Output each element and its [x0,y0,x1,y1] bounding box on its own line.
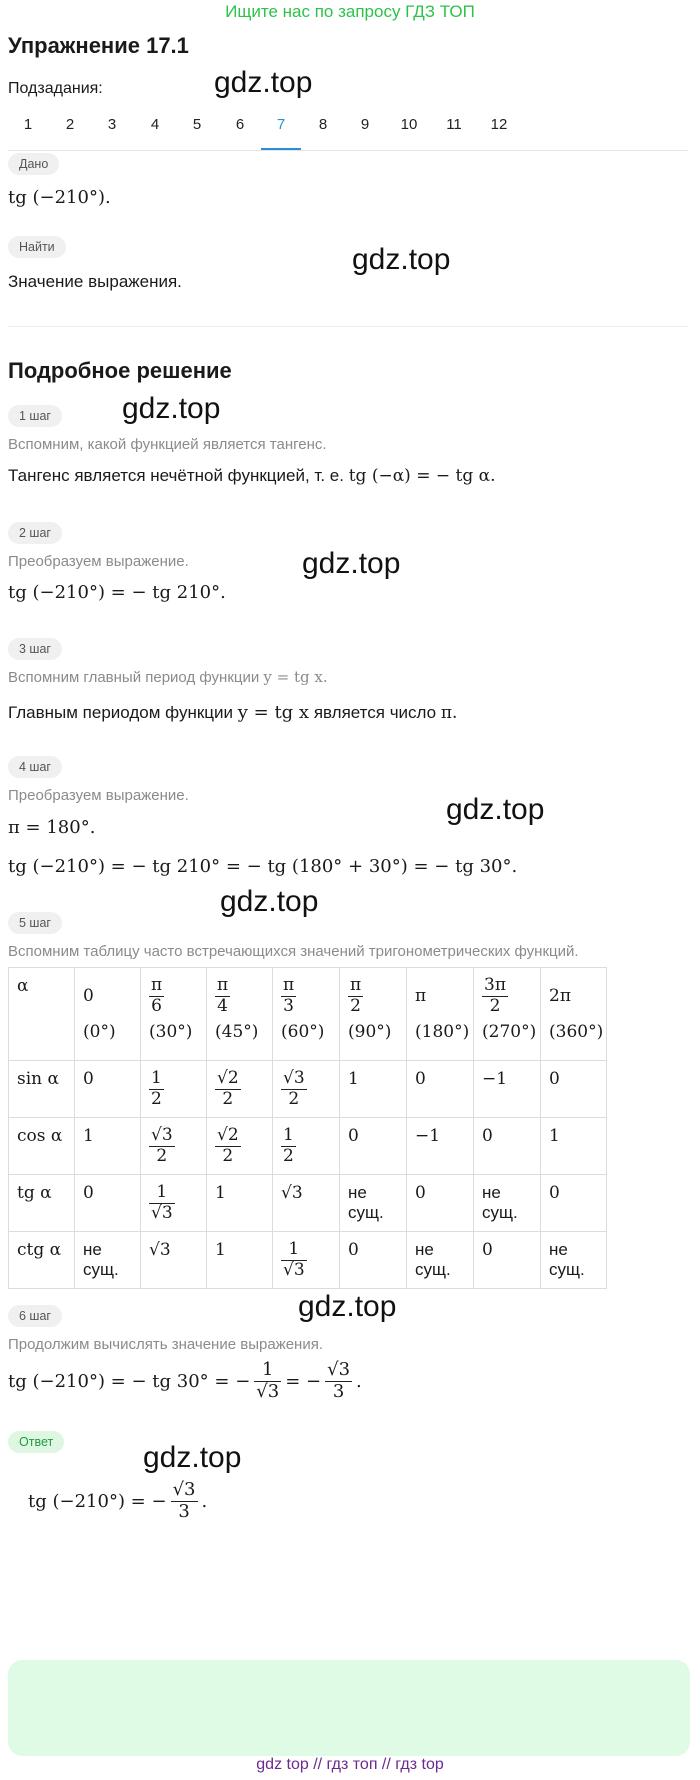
denominator: 2 [489,995,501,1016]
numerator: √2 [217,1068,239,1088]
table-cell: 0 [75,1061,141,1118]
solution-title: Подробное решение [8,358,232,383]
numerator: 3π [484,975,506,995]
fraction [281,1240,307,1280]
search-us-link[interactable]: Ищите нас по запросу ГДЗ ТОП [225,2,475,21]
step-hint: Преобразуем выражение. [8,553,189,570]
answer-formula [28,1480,207,1522]
table-cell: 0 [75,1175,141,1232]
denominator: √3 [283,1259,305,1280]
step-badge: 4 шаг [8,756,62,778]
header-angle: 0 [83,986,94,1006]
table-cell: 0 [541,1175,607,1232]
table-header-cell [340,968,407,1061]
find-text: Значение выражения. [8,272,182,291]
table-cell: 0 [474,1118,541,1175]
tab-12[interactable]: 12 [490,116,508,133]
tab-8[interactable]: 8 [318,116,328,133]
formula-period: . [356,1370,362,1392]
tab-3[interactable]: 3 [107,116,117,133]
fraction [149,1126,175,1166]
step-hint-formula: y = tg x. [263,668,328,686]
denominator: 6 [151,995,162,1016]
fraction [171,1480,198,1522]
table-cell [207,1118,273,1175]
fraction [348,976,363,1016]
fraction [325,1360,352,1402]
step-formula: tg (−210°) = − tg 210° = − tg (180° + 30°) = − tg 30°. [8,856,518,877]
numerator: √3 [327,1359,351,1380]
step-text [8,466,496,486]
watermark: gdz.top [220,885,319,918]
denominator: 2 [151,1088,162,1109]
numerator: 1 [254,1360,281,1382]
trig-table-wrapper [8,967,607,1289]
table-cell [273,1232,340,1289]
numerator: π [151,975,163,995]
table-cell: −1 [474,1061,541,1118]
table-header-row [9,968,607,1061]
table-row [9,1061,607,1118]
table-row [9,1118,607,1175]
step-formula: tg (−210°) = − tg 210°. [8,582,226,603]
table-cell: √3 [141,1232,207,1289]
table-cell: не сущ. [474,1175,541,1232]
watermark: gdz.top [298,1290,397,1323]
denominator: √3 [151,1202,173,1223]
table-cell: 0 [407,1175,474,1232]
step-hint: Преобразуем выражение. [8,787,189,804]
formula-part: tg (−210°) = − tg 30° = − [8,1370,251,1392]
step-text-part: Тангенс является нечётной функцией, т. е. [8,466,344,485]
watermark: gdz.top [446,793,545,826]
denominator: 2 [156,1145,168,1166]
step-hint: Вспомним, какой функцией является тангенс. [8,436,327,453]
step-hint-part: Вспомним главный период функции [8,669,260,686]
header-degrees: (180°) [415,1022,470,1042]
watermark: gdz.top [352,243,451,276]
fraction [215,1069,241,1109]
denominator: 2 [222,1088,234,1109]
step-badge: 6 шаг [8,1305,62,1327]
step-hint: Продолжим вычислять значение выражения. [8,1336,323,1353]
header-degrees: (90°) [348,1022,392,1043]
page-title: Упражнение 17.1 [8,33,189,58]
fraction [281,976,296,1016]
watermark: gdz.top [302,547,401,580]
tab-7[interactable]: 7 [261,104,301,150]
table-row [9,1175,607,1232]
row-label: sin α [9,1061,75,1118]
fraction [149,976,164,1016]
fraction [254,1360,281,1402]
numerator: √3 [151,1125,173,1146]
table-header-cell [474,968,541,1061]
table-cell: √3 [273,1175,340,1232]
answer-box [8,1660,690,1756]
numerator: 1 [149,1183,175,1204]
table-cell: 0 [541,1061,607,1118]
denominator: 2 [222,1145,234,1166]
step-formula [8,1360,362,1402]
fraction [281,1126,296,1166]
table-cell: 1 [207,1232,273,1289]
table-cell: 1 [340,1061,407,1118]
table-header-alpha: α [9,968,75,1061]
table-cell: 0 [474,1232,541,1289]
step-formula: y = tg x [237,702,310,723]
tab-4[interactable]: 4 [150,116,160,133]
table-header-cell [541,968,607,1061]
header-degrees: (60°) [281,1022,325,1043]
watermark: gdz.top [143,1441,242,1474]
step-formula: π = 180°. [8,817,96,838]
tab-6[interactable]: 6 [235,116,245,133]
table-cell: не сущ. [75,1232,141,1289]
watermark: gdz.top [214,66,313,99]
table-row [9,1232,607,1289]
denominator: 2 [350,995,361,1016]
denominator: 3 [178,1500,190,1522]
table-header-cell [407,968,474,1061]
header-degrees: (30°) [149,1022,193,1043]
numerator: √2 [217,1125,239,1146]
watermark: gdz.top [122,392,221,425]
table-cell [273,1061,340,1118]
fraction [149,1183,175,1223]
denominator: 4 [217,995,228,1016]
table-cell: не сущ. [407,1232,474,1289]
denominator: 2 [283,1145,294,1166]
fraction [482,976,508,1016]
numerator: π [350,975,362,995]
table-header-cell [207,968,273,1061]
step-badge: 5 шаг [8,912,62,934]
step-text-part: является число [313,703,437,722]
numerator: π [217,975,229,995]
header-degrees: (0°) [83,1022,116,1042]
answer-badge: Ответ [8,1431,64,1453]
numerator: √3 [283,1068,305,1088]
trig-values-table [8,967,607,1289]
tab-5[interactable]: 5 [192,116,202,133]
footer-links[interactable]: gdz top // гдз топ // гдз top [256,1756,444,1773]
row-label: ctg α [9,1232,75,1289]
tab-2[interactable]: 2 [65,116,75,133]
denominator: 3 [332,1380,345,1402]
table-header-cell [75,968,141,1061]
tab-10[interactable]: 10 [400,116,418,133]
table-cell [273,1118,340,1175]
step-badge: 2 шаг [8,522,62,544]
table-cell: не сущ. [340,1175,407,1232]
numerator: √3 [172,1479,196,1500]
given-expression: tg (−210°). [8,187,111,208]
row-label: cos α [9,1118,75,1175]
step-hint [8,668,328,686]
fraction [215,1126,241,1166]
denominator: √3 [256,1380,280,1402]
table-header-cell [273,968,340,1061]
formula-part: = − [285,1370,322,1392]
numerator: 1 [283,1125,294,1146]
step-text [8,702,457,723]
find-badge: Найти [8,236,66,258]
header-angle: π [415,986,427,1006]
table-cell: 0 [340,1232,407,1289]
subtask-tabs [8,104,688,151]
table-cell: не сущ. [541,1232,607,1289]
table-cell: 0 [340,1118,407,1175]
table-cell [207,1061,273,1118]
divider [8,326,688,327]
denominator: 3 [283,995,294,1016]
table-cell [141,1118,207,1175]
tab-11[interactable]: 11 [446,116,462,133]
table-header-cell [141,968,207,1061]
table-cell: 1 [541,1118,607,1175]
numerator: 1 [151,1068,162,1088]
row-label: tg α [9,1175,75,1232]
step-badge: 3 шаг [8,638,62,660]
fraction [215,976,230,1016]
numerator: π [283,975,295,995]
step-badge: 1 шаг [8,405,62,427]
step-hint: Вспомним таблицу часто встречающихся значений тригонометрических функций. [8,943,579,960]
step-text-part: Главным периодом функции [8,703,234,722]
table-cell [141,1061,207,1118]
table-cell: 1 [75,1118,141,1175]
tab-9[interactable]: 9 [360,116,370,133]
header-degrees: (45°) [215,1022,259,1043]
subtasks-label: Подзадания: [8,80,103,97]
table-cell [141,1175,207,1232]
formula-part: tg (−210°) = − [28,1490,167,1512]
given-badge: Дано [8,153,59,175]
fraction [149,1069,164,1109]
numerator: 1 [281,1240,307,1261]
fraction [281,1069,307,1109]
table-cell: 0 [407,1061,474,1118]
formula-period: . [201,1490,208,1512]
denominator: 2 [288,1088,300,1109]
step-formula: tg (−α) = − tg α. [348,466,496,486]
table-cell: −1 [407,1118,474,1175]
header-angle: 2π [549,986,571,1006]
step-formula: π. [440,703,458,723]
header-degrees: (270°) [482,1022,537,1043]
header-degrees: (360°) [549,1022,604,1042]
tab-1[interactable]: 1 [23,116,33,133]
table-cell: 1 [207,1175,273,1232]
